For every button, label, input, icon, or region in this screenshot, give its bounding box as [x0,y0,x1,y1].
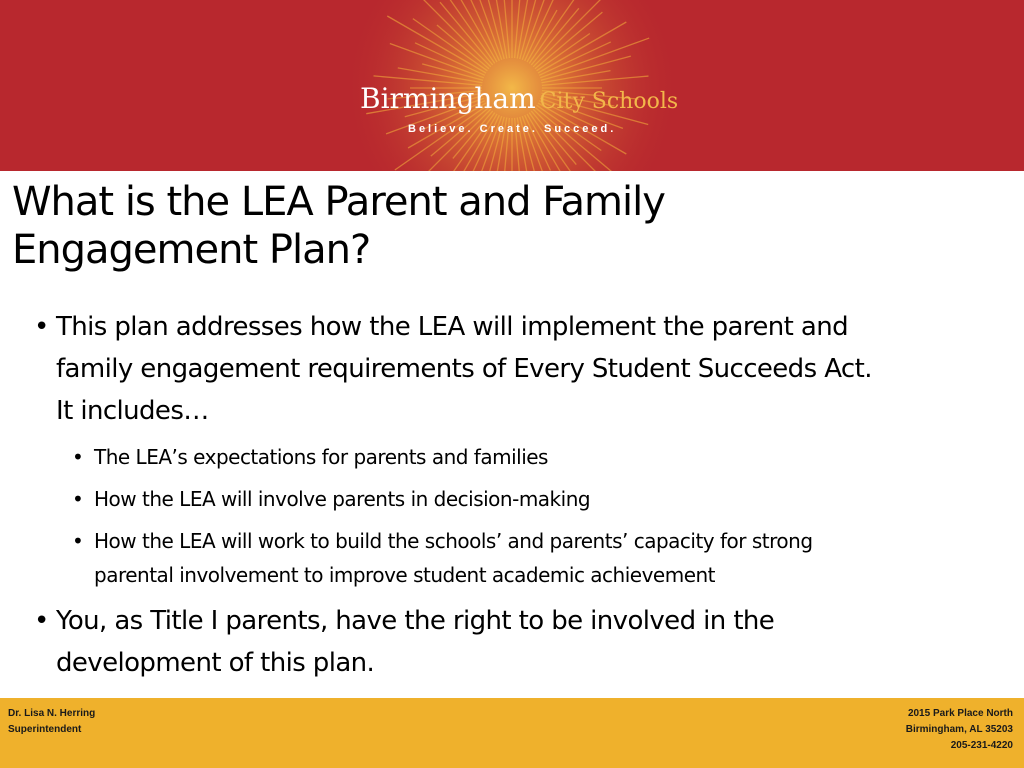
sub-bullet-item [72,524,1004,592]
bullet-icon: • [34,312,49,342]
sub-bullet-item [72,440,1004,474]
bullet-icon: • [72,529,84,553]
bullet-icon: • [72,445,84,469]
phone-number: 205-231-4220 [950,740,1013,751]
footer-address [906,706,1013,754]
address-city: Birmingham, AL 35203 [905,724,1013,735]
footer-contact [8,706,95,738]
bullet-line: You, as Title I parents, have the right to be involved in the [56,606,775,636]
slide-content [34,306,1004,684]
sub-bullet-line: How the LEA will work to build the schools’ and parents’ capacity for strong [94,529,813,553]
sub-bullet-list [34,440,1004,592]
bullet-line: It includes… [56,396,209,426]
address-street: 2015 Park Place North [907,708,1013,719]
logo-tagline: Believe. Create. Succeed. [408,123,617,135]
header-banner [0,0,1024,171]
bullet-item [34,600,1004,684]
superintendent-title: Superintendent [8,724,82,735]
district-logo [360,82,680,135]
bullet-icon: • [34,606,49,636]
bullet-icon: • [72,487,84,511]
bullet-line: development of this plan. [56,648,375,678]
bullet-line: family engagement requirements of Every Student Succeeds Act. [56,354,872,384]
superintendent-name: Dr. Lisa N. Herring [8,708,96,719]
bullet-line: This plan addresses how the LEA will implement the parent and [56,312,849,342]
sub-bullet-line: How the LEA will involve parents in decision-making [94,487,591,511]
title-line: What is the LEA Parent and Family [12,179,665,225]
title-line: Engagement Plan? [12,227,371,273]
sub-bullet-item [72,482,1004,516]
logo-name: Birmingham [360,82,536,115]
sub-bullet-line: parental involvement to improve student academic achievement [94,563,716,587]
sub-bullet-line: The LEA’s expectations for parents and families [94,445,548,469]
logo-subtitle: City Schools [539,89,679,114]
slide-title [12,178,912,274]
bullet-item [34,306,1004,432]
footer-bar [0,698,1024,768]
